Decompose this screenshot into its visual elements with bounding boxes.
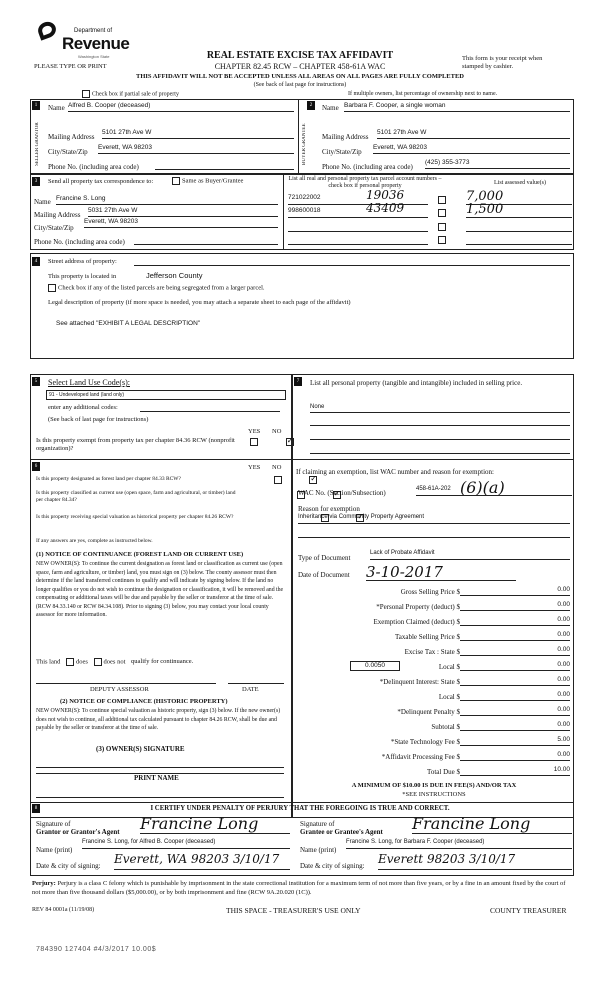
- parcel-account[interactable]: 721022002: [288, 194, 428, 205]
- section-2-badge: 2: [307, 101, 315, 110]
- doc-type-label: Type of Document: [298, 554, 351, 562]
- doc-date-label: Date of Document: [298, 571, 350, 579]
- fee-value[interactable]: 0.00: [460, 691, 570, 701]
- deputy-assessor-line[interactable]: [36, 676, 216, 684]
- continuance-choice: [36, 658, 193, 666]
- assessed-value[interactable]: [466, 221, 572, 232]
- seller-city-label: City/State/Zip: [48, 148, 88, 156]
- section-3-divider: [283, 174, 284, 250]
- fee-row: [296, 676, 572, 690]
- fee-row: [296, 766, 572, 780]
- deputy-assessor-label: DEPUTY ASSESSOR: [90, 686, 149, 693]
- buyer-phone-label: Phone No. (including area code): [322, 163, 413, 171]
- fee-value[interactable]: 5.00: [460, 736, 570, 746]
- if-yes-text: If any answers are yes, complete as instructed below.: [36, 538, 153, 544]
- fee-label: Local $: [438, 693, 460, 701]
- no-header: NO: [272, 428, 282, 435]
- print-name-line[interactable]: [36, 792, 284, 798]
- parcel-row: [288, 234, 572, 246]
- buyer-city-field[interactable]: Everett, WA 98203: [373, 144, 570, 154]
- yes-header: YES: [248, 428, 261, 435]
- doc-date-field[interactable]: 3-10-2017: [366, 563, 516, 581]
- receipt-note: This form is your receipt when stamped by cashier.: [462, 55, 543, 70]
- parcel-handwritten: 43409: [366, 201, 405, 215]
- personal-property-label: List all personal property (tangible and intangible) included in selling price.: [310, 379, 523, 387]
- multiple-owners-note: If multiple owners, list percentage of ownership next to name.: [348, 91, 498, 97]
- same-as-buyer[interactable]: [172, 177, 243, 185]
- parcel-header: List all real and personal property tax parcel account numbers – check box if personal property: [288, 176, 442, 189]
- fee-row: [296, 586, 572, 600]
- grantee-date-label: Date & city of signing:: [300, 862, 365, 870]
- buyer-name-label: Name: [322, 104, 339, 112]
- grantee-sig-label: [300, 820, 383, 836]
- perjury-text: Perjury is a class C felony which is punishable by imprisonment in the state correctional institution for a maximum term of not more than five years, or by a fine in an amount fixed by the court of not more than five thousand dollars ($5,000.00), or by both imprisonment and fine (RCW 9A.20.020 (1C)).: [32, 880, 566, 896]
- warning-text: THIS AFFIDAVIT WILL NOT BE ACCEPTED UNLESS ALL AREAS ON ALL PAGES ARE FULLY COMPLETED: [136, 73, 464, 80]
- current-use-question: Is this property classified as current use (open space, farm and agricultural, or timber) land per chapter 84.34?: [36, 490, 236, 503]
- personal-property-line-4[interactable]: [310, 446, 570, 454]
- personal-property-checkbox[interactable]: [438, 196, 446, 204]
- segregated-checkbox[interactable]: [48, 284, 56, 292]
- sig-of-label: Signature of: [36, 820, 71, 828]
- fee-value[interactable]: 0.00: [460, 721, 570, 731]
- parcel-account[interactable]: [288, 221, 428, 232]
- same-as-buyer-checkbox[interactable]: [172, 177, 180, 185]
- owner-signature-title: (3) OWNER(S) SIGNATURE: [96, 745, 185, 753]
- treasurer-only: THIS SPACE - TREASURER'S USE ONLY: [226, 906, 361, 915]
- grantor-agent-label: Grantor or Grantor's Agent: [36, 828, 120, 836]
- same-as-buyer-label: Same as Buyer/Grantee: [182, 177, 244, 185]
- corr-name-label: Name: [34, 198, 51, 206]
- fee-value[interactable]: 0.00: [460, 631, 570, 641]
- located-label: This property is located in: [48, 273, 117, 280]
- additional-codes-label: enter any additional codes:: [48, 404, 118, 411]
- fee-row: [296, 706, 572, 720]
- grantee-date-field[interactable]: Everett 98203 3/10/17: [378, 852, 572, 870]
- fee-label: *Personal Property (deduct) $: [376, 603, 460, 611]
- buyer-side-label: BUYER GRANTEE: [302, 123, 307, 165]
- partial-sale-checkbox[interactable]: [82, 90, 90, 98]
- exempt-yes-checkbox[interactable]: [250, 438, 258, 446]
- parcel-handwritten: 19036: [366, 188, 405, 202]
- fee-label: Total Due $: [427, 768, 460, 776]
- fee-label: Subtotal $: [431, 723, 460, 731]
- personal-property-value[interactable]: None: [310, 404, 570, 413]
- fee-row: [296, 631, 572, 645]
- historic-question: Is this property receiving special valuation as historical property per chapter 84.26 RCW?: [36, 514, 234, 520]
- seller-name-label: Name: [48, 104, 65, 112]
- grantor-name-field[interactable]: Francine S. Long, for Alfred B. Cooper (deceased): [82, 839, 290, 849]
- form-chapter: CHAPTER 82.45 RCW – CHAPTER 458-61A WAC: [214, 62, 386, 71]
- grantor-date-field[interactable]: Everett, WA 98203 3/10/17: [114, 852, 290, 870]
- county-value[interactable]: Jefferson County: [146, 271, 203, 280]
- section-7-badge: 7: [294, 377, 302, 386]
- corr-addr-label: Mailing Address: [34, 211, 81, 219]
- fee-label: Taxable Selling Price $: [394, 633, 460, 641]
- grantor-sig-label: [36, 820, 120, 836]
- type-or-print: PLEASE TYPE OR PRINT: [34, 63, 107, 70]
- fee-label: *State Technology Fee $: [390, 738, 460, 746]
- grantee-name-label: Name (print): [300, 846, 337, 854]
- fee-row: [296, 661, 572, 675]
- reason-field[interactable]: Inheritance via Community Property Agreement: [298, 514, 570, 524]
- fee-row: [296, 601, 572, 615]
- does-label: does: [76, 658, 88, 666]
- section-4-badge: 4: [32, 257, 40, 266]
- fee-value[interactable]: 0.00: [460, 676, 570, 686]
- sig-of-label: Signature of: [300, 820, 335, 828]
- corr-addr-field[interactable]: 5031 27th Ave W: [88, 207, 278, 217]
- personal-property-checkbox[interactable]: [438, 209, 446, 217]
- compliance-title: (2) NOTICE OF COMPLIANCE (HISTORIC PROPERTY): [60, 698, 228, 705]
- section-5-badge: 5: [32, 377, 40, 386]
- exempt-question: Is this property exempt from property tax per chapter 84.36 RCW (nonprofit organization)?: [36, 437, 235, 452]
- parcel-account[interactable]: 998600018: [288, 207, 428, 218]
- fee-row: [296, 721, 572, 735]
- fee-label: *Delinquent Penalty $: [397, 708, 460, 716]
- grantee-name-field[interactable]: Francine S. Long, for Barbara F. Cooper (deceased): [346, 839, 572, 849]
- wac-handwritten: (6)(a): [460, 478, 505, 497]
- see-back-text: (See back of last page for instructions): [253, 82, 347, 88]
- corr-city-field[interactable]: Everett, WA 98203: [84, 218, 278, 228]
- certify-text: I CERTIFY UNDER PENALTY OF PERJURY THAT THE FOREGOING IS TRUE AND CORRECT.: [150, 805, 450, 812]
- s6-no-header: NO: [272, 464, 282, 471]
- does-not-label: does not: [103, 658, 126, 666]
- assessed-value[interactable]: 1,500: [466, 202, 572, 218]
- buyer-name-field[interactable]: Barbara F. Cooper, a single woman: [344, 102, 570, 112]
- fee-value[interactable]: 0.00: [460, 616, 570, 626]
- section5-see-back: (See back of last page for instructions): [48, 416, 149, 423]
- perjury-label: Perjury:: [32, 880, 56, 887]
- compliance-text: NEW OWNER(S): To continue special valuation as historic property, sign (3) below. If the new owner(s) does not wish to continue, all additional tax calculated pursuant to chapter 84.26 RCW, shall be due and payable by the seller or transferor at the time of sale.: [36, 708, 281, 731]
- continuance-text: NEW OWNER(S): To continue the current designation as forest land or classification as current use (open space, farm and agriculture, or timber) land, you must sign on (3) below. The county assessor must then determine if the land transferred continues to qualify and will indicate by signing below. If the land no longer qualifies or you do not wish to continue the designation or classification, it will be removed and the compensating or additional taxes will be due and payable by the seller or transferor at the time of sale. (RCW 84.33.140 or RCW 84.34.108). Prior to signing (3) below, you may contact your local county assessor for more information.: [36, 561, 284, 618]
- fee-label: Exemption Claimed (deduct) $: [373, 618, 460, 626]
- dept-line1: Department of: [74, 28, 113, 34]
- forest-yes-checkbox[interactable]: [274, 476, 282, 484]
- wac-label: WAC No. (Section/Subsection): [298, 489, 386, 497]
- partial-sale-check[interactable]: [82, 90, 179, 98]
- corr-city-label: City/State/Zip: [34, 224, 74, 232]
- seller-addr-field[interactable]: 5101 27th Ave W: [102, 129, 294, 139]
- fee-value[interactable]: 0.00: [460, 751, 570, 761]
- corr-name-field[interactable]: Francine S. Long: [56, 195, 278, 205]
- fee-value[interactable]: 0.00: [460, 706, 570, 716]
- land-use-title: Select Land Use Code(s):: [48, 378, 130, 387]
- assessor-date-label: DATE: [242, 686, 259, 693]
- correspondence-label: Send all property tax correspondence to:: [48, 178, 154, 185]
- see-instructions: *SEE INSTRUCTIONS: [402, 791, 466, 798]
- additional-codes-field[interactable]: [140, 402, 280, 412]
- fee-label: *Delinquent Interest: State $: [379, 678, 460, 686]
- exemption-label: If claiming an exemption, list WAC number and reason for exemption:: [296, 468, 494, 476]
- forest-question: Is this property designated as forest land per chapter 84.33 RCW?: [36, 476, 181, 482]
- seller-buyer-divider: [298, 99, 299, 174]
- assessed-value[interactable]: 7,000: [466, 189, 572, 205]
- print-name-label: PRINT NAME: [134, 774, 179, 782]
- parcel-row: [288, 201, 572, 219]
- fee-row: [296, 616, 572, 630]
- doc-type-field[interactable]: Lack of Probate Affidavit: [370, 550, 570, 560]
- personal-property-checkbox[interactable]: [438, 223, 446, 231]
- county-treasurer: COUNTY TREASURER: [490, 906, 567, 915]
- corr-phone-label: Phone No. (including area code): [34, 238, 125, 246]
- qualify-label: qualify for continuance.: [131, 658, 194, 666]
- reason-line-2[interactable]: [298, 530, 570, 538]
- fee-row: [296, 736, 572, 750]
- minimum-notice: A MINIMUM OF $10.00 IS DUE IN FEE(S) AND/OR TAX: [351, 782, 517, 789]
- fee-value[interactable]: 0.00: [460, 661, 570, 671]
- seller-addr-label: Mailing Address: [48, 133, 95, 141]
- legal-value[interactable]: See attached "EXHIBIT A LEGAL DESCRIPTION": [56, 320, 201, 327]
- does-not-checkbox[interactable]: [94, 658, 102, 666]
- fee-label: *Affidavit Processing Fee $: [381, 753, 460, 761]
- grantor-signature[interactable]: Francine Long: [140, 814, 290, 834]
- logo-mark-icon: [36, 19, 58, 40]
- section-6-badge: 6: [32, 462, 40, 471]
- buyer-addr-field[interactable]: 5101 27th Ave W: [377, 129, 570, 139]
- seller-side-label: SELLER GRANTOR: [35, 122, 40, 166]
- perjury-notice: [32, 880, 574, 897]
- seller-phone-label: Phone No. (including area code): [48, 163, 139, 171]
- does-checkbox[interactable]: [66, 658, 74, 666]
- assessed-header: List assessed value(s): [494, 180, 546, 186]
- partial-sale-label: Check box if partial sale of property: [92, 91, 179, 98]
- buyer-addr-label: Mailing Address: [322, 133, 369, 141]
- parcel-account[interactable]: [288, 234, 428, 245]
- seller-name-field[interactable]: Alfred B. Cooper (deceased): [68, 102, 294, 112]
- cashier-stamp: 784390 127404 #4/3/2017 10.00$: [36, 946, 157, 953]
- legal-label: Legal description of property (if more space is needed, you may attach a separate sheet to each page of the affidavit): [48, 299, 351, 306]
- street-field[interactable]: [134, 257, 570, 266]
- grantee-agent-label: Grantee or Grantee's Agent: [300, 828, 383, 836]
- seller-city-field[interactable]: Everett, WA 98203: [98, 144, 294, 154]
- this-land-label: This land: [36, 658, 61, 666]
- continuance-title: (1) NOTICE OF CONTINUANCE (FOREST LAND OR CURRENT USE): [36, 551, 244, 558]
- local-rate-box[interactable]: 0.0050: [350, 661, 400, 671]
- reason-label: Reason for exemption: [298, 505, 360, 513]
- segregated-check[interactable]: [48, 284, 265, 292]
- fee-value[interactable]: 0.00: [460, 586, 570, 596]
- fee-value[interactable]: 10.00: [460, 766, 570, 776]
- assessed-value[interactable]: [466, 234, 572, 245]
- section-4-box: [30, 253, 574, 359]
- fee-label: Gross Selling Price $: [400, 588, 460, 596]
- owner-signature-line[interactable]: [36, 758, 284, 768]
- land-use-select[interactable]: 91 - Undeveloped land (land only): [46, 390, 286, 400]
- dor-logo: [34, 10, 130, 60]
- street-label: Street address of property:: [48, 258, 117, 265]
- personal-property-line-2[interactable]: [310, 418, 570, 426]
- personal-property-line-3[interactable]: [310, 432, 570, 440]
- fee-value[interactable]: 0.00: [460, 601, 570, 611]
- fee-row: [296, 751, 572, 765]
- dept-line2: Revenue: [62, 34, 130, 53]
- fee-label: Excise Tax : State $: [404, 648, 460, 656]
- personal-property-checkbox[interactable]: [438, 236, 446, 244]
- fee-label: Local $: [438, 663, 460, 671]
- assessor-date-line[interactable]: [228, 676, 284, 684]
- grantor-date-label: Date & city of signing:: [36, 862, 101, 870]
- corr-phone-field[interactable]: [134, 235, 278, 245]
- grantor-name-label: Name (print): [36, 846, 73, 854]
- s6-yes-header: YES: [248, 464, 261, 471]
- fee-row: [296, 646, 572, 660]
- fee-value[interactable]: 0.00: [460, 646, 570, 656]
- parcel-row: [288, 221, 572, 233]
- seller-phone-field[interactable]: [155, 160, 294, 170]
- dept-line3: Washington State: [78, 54, 110, 59]
- form-title: REAL ESTATE EXCISE TAX AFFIDAVIT: [206, 50, 394, 61]
- section-1-badge: 1: [32, 101, 40, 110]
- section-8-badge: 8: [32, 804, 40, 813]
- buyer-city-label: City/State/Zip: [322, 148, 362, 156]
- rev-number: REV 84 0001a (11/19/08): [32, 907, 95, 913]
- buyer-phone-field[interactable]: (425) 355-3773: [425, 159, 570, 169]
- grantee-signature[interactable]: Francine Long: [412, 814, 572, 834]
- fee-row: [296, 691, 572, 705]
- section-3-badge: 3: [32, 177, 40, 186]
- wac-field[interactable]: 458-61A-202: [416, 486, 572, 496]
- segregated-label: Check box if any of the listed parcels are being segregated from a larger parcel.: [58, 284, 265, 292]
